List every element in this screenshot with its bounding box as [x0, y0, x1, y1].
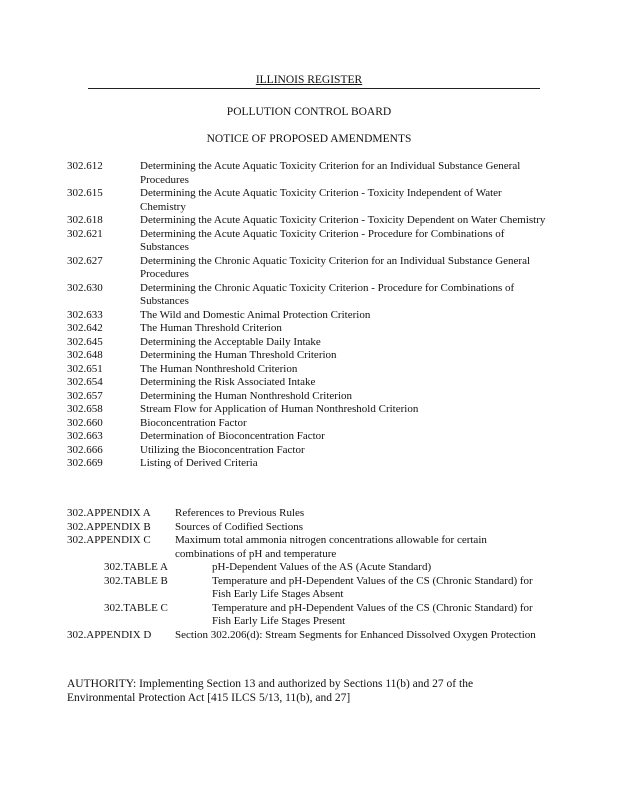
appendix-row	[67, 629, 547, 643]
section-title: Listing of Derived Criteria	[140, 457, 258, 469]
appendix-number: 302.APPENDIX B	[67, 520, 151, 533]
section-number: 302.651	[67, 362, 103, 375]
section-title: Determining the Acute Aquatic Toxicity Criterion - Toxicity Independent of Water Chemistry	[140, 187, 502, 213]
appendix-row	[67, 507, 547, 521]
section-number: 302.612	[67, 160, 103, 172]
appendix-title: Maximum total ammonia nitrogen concentrations allowable for certain combinations of pH and temperature	[175, 534, 487, 560]
section-title: Bioconcentration Factor	[140, 416, 247, 429]
section-title: Utilizing the Bioconcentration Factor	[140, 443, 305, 456]
notice-title: NOTICE OF PROPOSED AMENDMENTS	[206, 133, 412, 145]
section-row	[67, 403, 547, 417]
section-row	[67, 309, 547, 323]
section-number: 302.618	[67, 214, 103, 226]
section-title: Determining the Human Threshold Criterion	[140, 349, 337, 361]
appendix-number: 302.APPENDIX A	[67, 507, 151, 519]
section-row	[67, 336, 547, 350]
section-row	[67, 349, 547, 363]
authority-paragraph: AUTHORITY: Implementing Section 13 and authorized by Sections 11(b) and 27 of the Environmental Protection Act [415 ILCS 5/13, 11(b), and 27]	[67, 678, 474, 704]
section-number: 302.657	[67, 389, 103, 402]
section-number: 302.669	[67, 457, 103, 469]
table-title: Temperature and pH-Dependent Values of the CS (Chronic Standard) for Fish Early Life Stages Absent	[212, 574, 533, 600]
section-title: Determining the Chronic Aquatic Toxicity Criterion - Procedure for Combinations of Substances	[140, 281, 515, 307]
section-row	[67, 363, 547, 377]
appendix-list	[67, 507, 547, 642]
section-title: Determination of Bioconcentration Factor	[140, 430, 325, 442]
section-row	[67, 390, 547, 404]
section-number: 302.615	[67, 187, 103, 199]
section-row	[67, 430, 547, 444]
section-number: 302.642	[67, 322, 103, 334]
header-rule	[88, 88, 540, 89]
section-title: The Human Threshold Criterion	[140, 322, 282, 334]
section-number: 302.648	[67, 349, 103, 361]
section-row	[67, 376, 547, 390]
section-row	[67, 255, 547, 282]
section-number: 302.663	[67, 430, 103, 442]
section-number: 302.630	[67, 281, 103, 294]
section-title: Determining the Acute Aquatic Toxicity Criterion - Procedure for Combinations of Substances	[140, 227, 505, 253]
table-row	[67, 575, 547, 602]
table-number: 302.TABLE A	[104, 561, 168, 573]
section-list	[67, 160, 547, 471]
section-row	[67, 228, 547, 255]
register-title: ILLINOIS REGISTER	[255, 74, 363, 86]
table-title: Temperature and pH-Dependent Values of the CS (Chronic Standard) for Fish Early Life Stages Present	[212, 601, 533, 627]
section-row	[67, 322, 547, 336]
appendix-title: Section 302.206(d): Stream Segments for Enhanced Dissolved Oxygen Protection	[175, 628, 536, 641]
section-title: Stream Flow for Application of Human Nonthreshold Criterion	[140, 403, 419, 415]
section-number: 302.666	[67, 443, 103, 456]
appendix-number: 302.APPENDIX D	[67, 628, 152, 641]
section-number: 302.621	[67, 227, 103, 240]
appendix-title: References to Previous Rules	[175, 507, 305, 519]
section-number: 302.627	[67, 254, 103, 267]
section-number: 302.645	[67, 335, 103, 348]
section-row	[67, 457, 547, 471]
appendix-number: 302.APPENDIX C	[67, 534, 151, 546]
section-row	[67, 214, 547, 228]
section-number: 302.654	[67, 376, 103, 388]
section-row	[67, 282, 547, 309]
section-title: Determining the Risk Associated Intake	[140, 376, 316, 388]
section-number: 302.658	[67, 403, 103, 415]
table-row	[67, 561, 547, 575]
section-title: Determining the Acceptable Daily Intake	[140, 335, 321, 348]
table-row	[67, 602, 547, 629]
section-number: 302.660	[67, 416, 103, 429]
section-title: Determining the Acute Aquatic Toxicity Criterion for an Individual Substance General Procedures	[140, 160, 521, 186]
table-title: pH-Dependent Values of the AS (Acute Standard)	[212, 561, 432, 573]
section-title: Determining the Human Nonthreshold Criterion	[140, 389, 353, 402]
section-title: The Wild and Domestic Animal Protection Criterion	[140, 308, 371, 321]
section-row	[67, 417, 547, 431]
section-title: The Human Nonthreshold Criterion	[140, 362, 298, 375]
appendix-row	[67, 521, 547, 535]
table-number: 302.TABLE C	[104, 601, 168, 614]
appendix-title: Sources of Codified Sections	[175, 520, 304, 533]
section-row	[67, 160, 547, 187]
table-number: 302.TABLE B	[104, 574, 168, 587]
appendix-row	[67, 534, 547, 561]
section-title: Determining the Chronic Aquatic Toxicity Criterion for an Individual Substance General Procedures	[140, 254, 531, 280]
section-number: 302.633	[67, 308, 103, 321]
section-row	[67, 187, 547, 214]
board-title: POLLUTION CONTROL BOARD	[226, 106, 392, 118]
section-title: Determining the Acute Aquatic Toxicity Criterion - Toxicity Dependent on Water Chemistry	[140, 214, 546, 226]
section-row	[67, 444, 547, 458]
register-header	[0, 74, 618, 88]
